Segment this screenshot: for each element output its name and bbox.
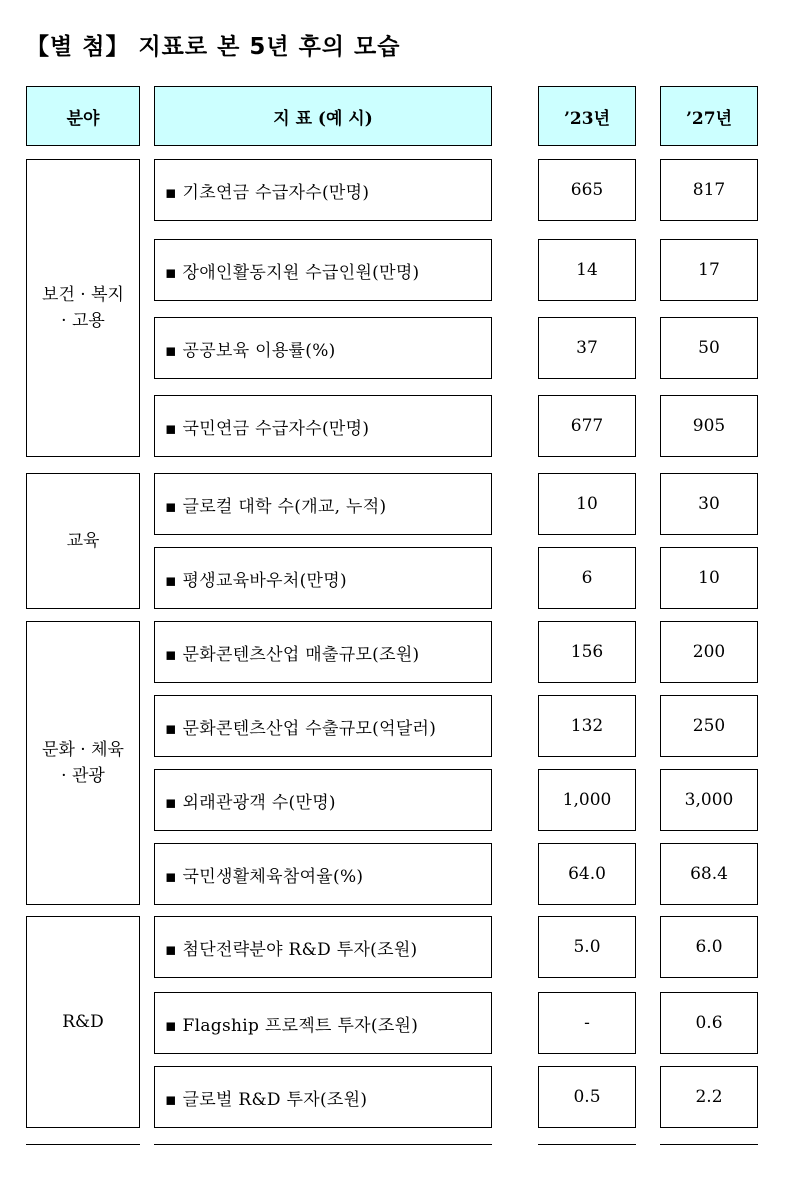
category-cell-culture-sports-tourism (26, 621, 140, 905)
value-2027-cell: 200 (660, 621, 758, 683)
value-2023-cell: 14 (538, 239, 636, 301)
value-2027-cell: 10 (660, 547, 758, 609)
indicator-cell: ▪ 공공보육 이용률(%) (154, 317, 492, 379)
value-2023-cell: 1,000 (538, 769, 636, 831)
category-line: · 관광 (61, 766, 105, 786)
indicator-cell: ▪ 기초연금 수급자수(만명) (154, 159, 492, 221)
indicator-cell: ▪ 국민생활체육참여율(%) (154, 843, 492, 905)
value-2027-cell: 2.2 (660, 1066, 758, 1128)
indicator-cell: ▪ 글로컬 대학 수(개교, 누적) (154, 473, 492, 535)
value-2023-cell: 665 (538, 159, 636, 221)
category-cell-health-welfare (26, 159, 140, 457)
value-2023-cell: - (538, 992, 636, 1054)
indicator-cell: ▪ 외래관광객 수(만명) (154, 769, 492, 831)
indicator-cell: ▪ 문화콘텐츠산업 수출규모(억달러) (154, 695, 492, 757)
value-2027-cell: 3,000 (660, 769, 758, 831)
bottom-rule (26, 1144, 140, 1145)
value-2027-cell: 17 (660, 239, 758, 301)
header-year-2023: ’23년 (538, 86, 636, 146)
bottom-rule (538, 1144, 636, 1145)
value-2023-cell: 5.0 (538, 916, 636, 978)
value-2023-cell: 6 (538, 547, 636, 609)
indicator-cell: ▪ 글로벌 R&D 투자(조원) (154, 1066, 492, 1128)
category-line: · 고용 (61, 311, 105, 331)
value-2027-cell: 905 (660, 395, 758, 457)
page-title: 【별 첨】 지표로 본 5년 후의 모습 (26, 34, 401, 60)
category-line: 교육 (66, 530, 100, 551)
value-2027-cell: 6.0 (660, 916, 758, 978)
value-2023-cell: 156 (538, 621, 636, 683)
header-year-2027: ’27년 (660, 86, 758, 146)
value-2023-cell: 0.5 (538, 1066, 636, 1128)
indicator-cell: ▪ 국민연금 수급자수(만명) (154, 395, 492, 457)
indicator-cell: ▪ 문화콘텐츠산업 매출규모(조원) (154, 621, 492, 683)
value-2027-cell: 50 (660, 317, 758, 379)
category-cell-rnd (26, 916, 140, 1128)
header-category: 분야 (26, 86, 140, 146)
indicator-cell: ▪ 평생교육바우처(만명) (154, 547, 492, 609)
value-2027-cell: 68.4 (660, 843, 758, 905)
value-2027-cell: 817 (660, 159, 758, 221)
value-2027-cell: 250 (660, 695, 758, 757)
bottom-rule (660, 1144, 758, 1145)
bottom-rule (154, 1144, 492, 1145)
indicator-cell: ▪ Flagship 프로젝트 투자(조원) (154, 992, 492, 1054)
category-line: 문화 · 체육 (42, 739, 124, 760)
header-indicator: 지 표 (예 시) (154, 86, 492, 146)
category-cell-education (26, 473, 140, 609)
value-2023-cell: 64.0 (538, 843, 636, 905)
value-2023-cell: 10 (538, 473, 636, 535)
value-2023-cell: 37 (538, 317, 636, 379)
category-line: 보건 · 복지 (42, 284, 124, 305)
value-2023-cell: 132 (538, 695, 636, 757)
category-line: R&D (62, 1011, 104, 1032)
value-2027-cell: 30 (660, 473, 758, 535)
indicator-cell: ▪ 장애인활동지원 수급인원(만명) (154, 239, 492, 301)
value-2027-cell: 0.6 (660, 992, 758, 1054)
value-2023-cell: 677 (538, 395, 636, 457)
indicator-cell: ▪ 첨단전략분야 R&D 투자(조원) (154, 916, 492, 978)
